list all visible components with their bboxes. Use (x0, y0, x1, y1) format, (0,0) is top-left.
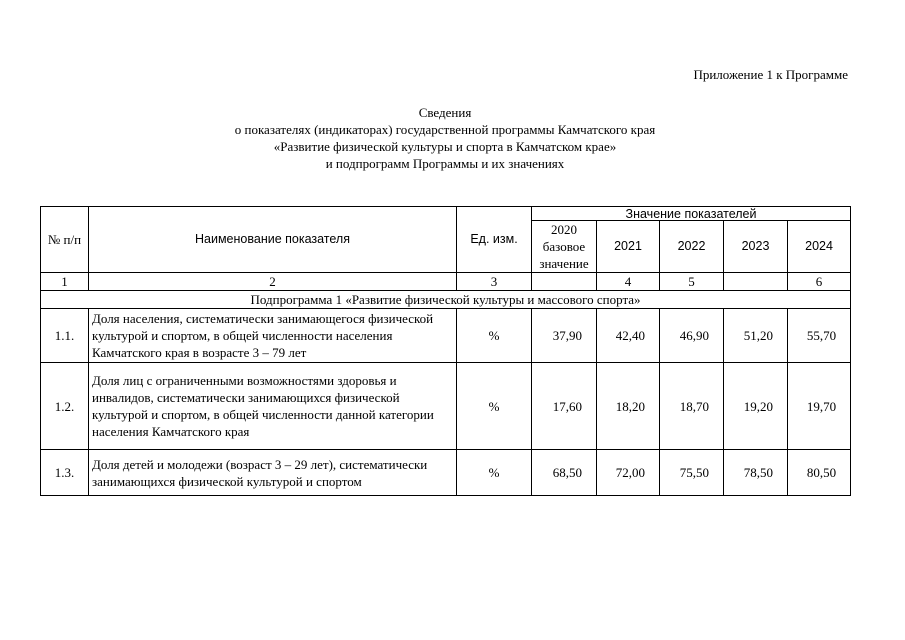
value-2023: 78,50 (724, 450, 788, 496)
col-number-8: 6 (788, 273, 851, 291)
value-2022: 46,90 (660, 309, 724, 363)
indicator-name: Доля лиц с ограниченными возможностями здоровья и инвалидов, систематически занимающихся физической культурой и спортом, в общей численности данной категории населения Камчатского края (89, 363, 457, 450)
document-title (0, 104, 890, 172)
value-2024: 55,70 (788, 309, 851, 363)
subprogram-row (41, 291, 851, 309)
indicator-name: Доля населения, систематически занимающегося физической культурой и спортом, в общей численности населения Камчатского края в возрасте 3 – 79 лет (89, 309, 457, 363)
indicators-table (40, 206, 851, 496)
row-number: 1.2. (41, 363, 89, 450)
value-2020: 17,60 (532, 363, 597, 450)
value-2020: 68,50 (532, 450, 597, 496)
indicator-unit: % (457, 450, 532, 496)
header-base-year (532, 221, 597, 273)
header-name: Наименование показателя (89, 207, 457, 273)
indicator-name: Доля детей и молодежи (возраст 3 – 29 лет), систематически занимающихся физической культурой и спортом (89, 450, 457, 496)
row-number: 1.1. (41, 309, 89, 363)
table-row (41, 309, 851, 363)
col-number-4 (532, 273, 597, 291)
header-year-2024: 2024 (788, 221, 851, 273)
header-row-1 (41, 207, 851, 221)
col-number-6: 5 (660, 273, 724, 291)
header-year-2023: 2023 (724, 221, 788, 273)
value-2022: 75,50 (660, 450, 724, 496)
base-year-label: 2020 (551, 222, 577, 237)
header-unit: Ед. изм. (457, 207, 532, 273)
value-2020: 37,90 (532, 309, 597, 363)
col-number-2: 2 (89, 273, 457, 291)
appendix-label: Приложение 1 к Программе (693, 67, 848, 82)
value-2024: 19,70 (788, 363, 851, 450)
title-line-1: Сведения (418, 105, 472, 120)
indicator-unit: % (457, 309, 532, 363)
base-label-1: базовое (542, 239, 586, 254)
indicator-unit: % (457, 363, 532, 450)
title-line-4: и подпрограмм Программы и их значениях (325, 156, 565, 171)
table-row (41, 450, 851, 496)
header-num: № п/п (41, 207, 89, 273)
col-number-3: 3 (457, 273, 532, 291)
base-label-2: значение (539, 256, 589, 271)
subprogram-title: Подпрограмма 1 «Развитие физической культуры и массового спорта» (41, 291, 851, 309)
header-values-group: Значение показателей (532, 207, 851, 221)
column-numbering-row (41, 273, 851, 291)
value-2023: 51,20 (724, 309, 788, 363)
col-number-5: 4 (597, 273, 660, 291)
title-line-3: «Развитие физической культуры и спорта в Камчатском крае» (273, 139, 617, 154)
value-2024: 80,50 (788, 450, 851, 496)
title-line-2: о показателях (индикаторах) государственной программы Камчатского края (234, 122, 656, 137)
header-year-2021: 2021 (597, 221, 660, 273)
value-2021: 18,20 (597, 363, 660, 450)
col-number-7 (724, 273, 788, 291)
value-2021: 72,00 (597, 450, 660, 496)
table-row (41, 363, 851, 450)
col-number-1: 1 (41, 273, 89, 291)
header-year-2022: 2022 (660, 221, 724, 273)
value-2023: 19,20 (724, 363, 788, 450)
value-2022: 18,70 (660, 363, 724, 450)
value-2021: 42,40 (597, 309, 660, 363)
row-number: 1.3. (41, 450, 89, 496)
